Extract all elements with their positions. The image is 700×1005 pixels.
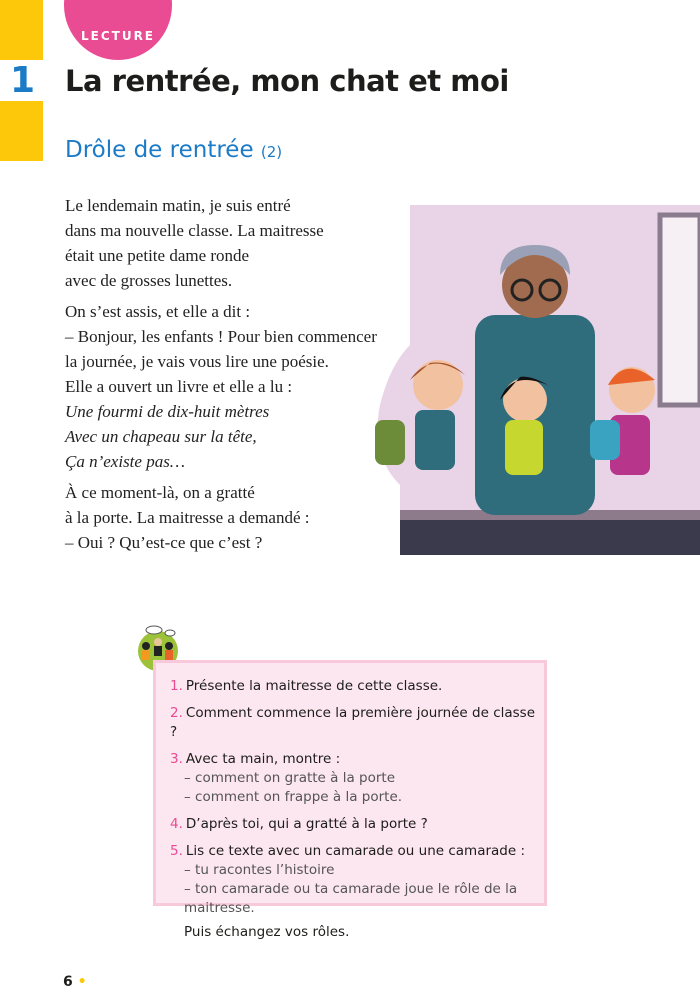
- question-4: 4. D’après toi, qui a gratté à la porte ?: [170, 816, 428, 832]
- page-number: 6 •: [63, 974, 87, 990]
- page-title: La rentrée, mon chat et moi: [65, 64, 509, 98]
- section-badge: [64, 0, 172, 60]
- question-list: [156, 663, 544, 942]
- paragraph-1: Le lendemain matin, je suis entré dans ma nouvelle classe. La maitresse était une petite dame ronde avec de grosses lunettes.: [65, 196, 324, 290]
- story-text: [65, 193, 377, 561]
- chapter-number: 1: [10, 60, 36, 101]
- paragraph-2: On s’est assis, et elle a dit : – Bonjour, les enfants ! Pour bien commencer la journée, je vais vous lire une poésie. Elle a ouvert un livre et elle a lu : Une fourmi de dix-huit mètres Avec un chapeau sur la tête, Ça n’existe pas…: [65, 302, 377, 471]
- question-1: 1. Présente la maitresse de cette classe.: [170, 678, 443, 694]
- subtitle-text: Drôle de rentrée: [65, 137, 254, 163]
- question-2: 2. Comment commence la première journée de classe ?: [170, 705, 536, 740]
- subtitle-part: (2): [260, 143, 283, 161]
- questions-box: [153, 660, 547, 940]
- question-5: 5. Lis ce texte avec un camarade ou une camarade : – tu racontes l’histoire – ton camarade ou ta camarade joue le rôle de la maitresse. Puis échangez vos rôles.: [170, 843, 526, 940]
- classroom-illustration: [370, 205, 700, 555]
- section-label: LECTURE: [80, 29, 156, 43]
- yellow-margin-bar-top: [0, 0, 43, 60]
- question-3: 3. Avec ta main, montre : – comment on gratte à la porte – comment on frappe à la porte.: [170, 751, 403, 805]
- subtitle: [65, 137, 282, 163]
- yellow-margin-bar-bottom: [0, 101, 43, 161]
- paragraph-3: À ce moment-là, on a gratté à la porte. La maitresse a demandé : – Oui ? Qu’est-ce que c’est ?: [65, 483, 310, 552]
